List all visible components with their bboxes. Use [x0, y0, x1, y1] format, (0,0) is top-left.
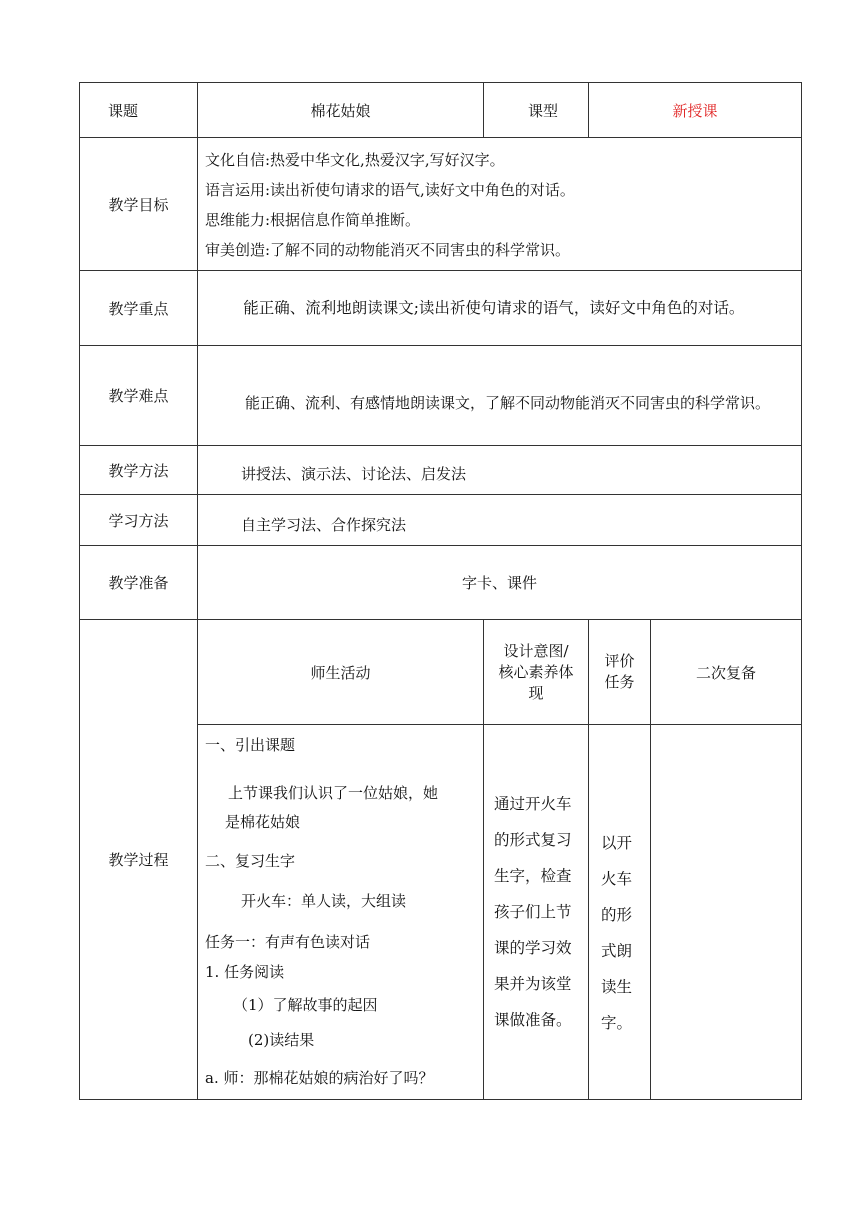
design-line: 通过开火车	[494, 795, 572, 813]
col-design-line: 现	[528, 683, 544, 702]
activity-line: 上节课我们认识了一位姑娘，她	[228, 784, 439, 802]
difficulties-label: 教学难点	[80, 346, 198, 446]
teaching-methods-text: 讲授法、演示法、讨论法、启发法	[198, 446, 802, 495]
activity-content	[198, 725, 484, 1100]
process-label: 教学过程	[80, 620, 198, 1100]
col-eval-line: 评价	[604, 652, 635, 670]
eval-line: 火车	[601, 870, 633, 888]
design-line: 的形式复习	[494, 831, 572, 849]
learning-methods-label: 学习方法	[80, 495, 198, 546]
eval-content	[589, 725, 651, 1100]
col-design-line: 设计意图/	[503, 641, 569, 660]
col-review-header: 二次复备	[651, 620, 802, 725]
difficulties-text: 能正确、流利、有感情地朗读课文，了解不同动物能消灭不同害虫的科学常识。	[245, 393, 771, 412]
difficulties-content	[198, 346, 802, 446]
activity-line: 一、引出课题	[205, 736, 296, 754]
activity-line: （1）了解故事的起因	[233, 996, 378, 1014]
design-line: 课的学习效	[494, 939, 572, 957]
col-eval-header	[589, 620, 651, 725]
goal-line: 思维能力:根据信息作简单推断。	[205, 211, 421, 229]
header-row	[80, 83, 802, 138]
eval-line: 式朗	[601, 942, 633, 960]
goal-line: 文化自信:热爱中华文化,热爱汉字,写好汉字。	[205, 151, 505, 169]
activity-line: (2)读结果	[248, 1031, 315, 1049]
learning-methods-text: 自主学习法、合作探究法	[198, 495, 802, 546]
design-line: 孩子们上节	[494, 903, 572, 921]
teaching-methods-label: 教学方法	[80, 446, 198, 495]
goal-line: 语言运用:读出祈使句请求的语气,读好文中角色的对话。	[205, 181, 575, 199]
activity-line: 是棉花姑娘	[225, 813, 301, 831]
review-content	[651, 725, 802, 1100]
col-design-line: 核心素养体	[498, 662, 574, 681]
col-design-header	[484, 620, 589, 725]
topic-value: 棉花姑娘	[198, 83, 484, 138]
design-line: 课做准备。	[494, 1011, 572, 1029]
eval-line: 以开	[601, 834, 633, 852]
key-points-text: 能正确、流利地朗读课文;读出祈使句请求的语气，读好文中角色的对话。	[243, 299, 745, 317]
eval-line: 字。	[601, 1014, 633, 1032]
design-line: 果并为该堂	[494, 975, 572, 993]
key-points-content	[198, 271, 802, 346]
goals-label: 教学目标	[80, 138, 198, 271]
type-value: 新授课	[589, 83, 802, 138]
goals-row	[80, 138, 802, 271]
eval-line: 读生	[601, 978, 633, 996]
learning-methods-row	[80, 495, 802, 546]
activity-line: a. 师：那棉花姑娘的病治好了吗？	[205, 1069, 434, 1087]
goal-line: 审美创造:了解不同的动物能消灭不同害虫的科学常识。	[205, 241, 571, 259]
lesson-plan-table	[79, 82, 802, 1100]
eval-line: 的形	[601, 906, 633, 924]
goals-content	[198, 138, 802, 271]
type-label: 课型	[484, 83, 589, 138]
difficulties-row	[80, 346, 802, 446]
activity-line: 二、复习生字	[205, 852, 296, 870]
preparation-row	[80, 546, 802, 620]
teaching-methods-row	[80, 446, 802, 495]
activity-line: 开火车：单人读，大组读	[241, 892, 407, 910]
key-points-row	[80, 271, 802, 346]
key-points-label: 教学重点	[80, 271, 198, 346]
col-activity-header: 师生活动	[198, 620, 484, 725]
design-line: 生字，检查	[494, 867, 572, 885]
preparation-text: 字卡、课件	[198, 546, 802, 620]
activity-line: 1. 任务阅读	[205, 963, 285, 981]
topic-label: 课题	[80, 83, 198, 138]
preparation-label: 教学准备	[80, 546, 198, 620]
col-eval-line: 任务	[604, 673, 635, 691]
activity-line: 任务一：有声有色读对话	[205, 933, 371, 951]
process-header-row	[80, 620, 802, 725]
design-content	[484, 725, 589, 1100]
